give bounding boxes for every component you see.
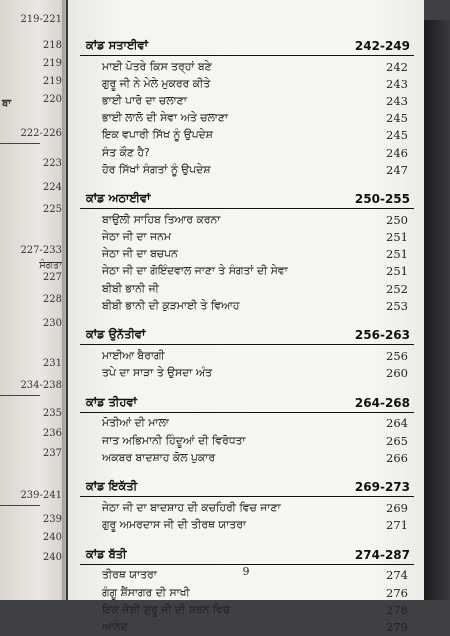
chapter-page-range: 269-273: [354, 480, 410, 495]
entry-page: 274: [386, 568, 408, 583]
toc-entry: [80, 280, 414, 297]
entry-title: ਭਾਈ ਲਾਲੋ ਦੀ ਸੇਵਾ ਅਤੇ ਚਲਾਣਾ: [102, 111, 228, 125]
entry-page: 243: [386, 76, 408, 91]
left-page-number: 222-226: [20, 128, 62, 139]
chapter-heading: [80, 543, 414, 565]
toc-entry: [80, 601, 414, 618]
toc-entry: [80, 75, 414, 92]
left-page-number: 240: [42, 532, 62, 543]
entry-title: ਗੁਰੂ ਅਮਰਦਾਸ ਜੀ ਦੀ ਤੀਰਥ ਯਾਤਰਾ: [102, 518, 246, 532]
left-page-number: 239: [42, 514, 62, 525]
entry-title: ਮੋਤੀਆਂ ਦੀ ਮਾਲਾ: [102, 416, 169, 430]
entry-title: ਬੀਬੀ ਭਾਨੀ ਦੀ ਕੁੜਮਾਈ ਤੇ ਵਿਆਹ: [102, 298, 240, 312]
toc-entry: [80, 297, 414, 314]
book-spine: [424, 20, 450, 600]
entry-page: 276: [386, 585, 408, 600]
chapter-title: ਕਾਂਡ ਉਨੱਤੀਵਾਂ: [86, 327, 146, 342]
left-page-number: 234-238: [20, 380, 62, 391]
left-page-number: 228: [42, 294, 62, 305]
toc-entry: [80, 92, 414, 109]
toc-entry: [80, 584, 414, 601]
left-page-number: 227: [42, 272, 62, 283]
left-page-number: 219: [42, 76, 62, 87]
chapter-heading: [80, 391, 414, 413]
chapter-page-range: 264-268: [354, 395, 410, 410]
left-page-number: 236: [42, 428, 62, 439]
toc-entry: [80, 161, 414, 178]
chapter-30: [80, 391, 414, 467]
entry-page: 278: [386, 602, 408, 617]
toc-entry: [80, 110, 414, 127]
chapter-31: [80, 475, 414, 533]
left-page-number: 223: [42, 158, 62, 169]
entry-page: 271: [386, 518, 408, 533]
toc-entry: [80, 365, 414, 382]
chapter-32: [80, 543, 414, 636]
chapter-title: ਕਾਂਡ ਅਠਾਈਵਾਂ: [86, 191, 151, 206]
entry-page: 242: [386, 59, 408, 74]
entry-page: 243: [386, 93, 408, 108]
toc-page: [68, 0, 424, 634]
chapter-heading: [80, 187, 414, 209]
entry-page: 260: [386, 366, 408, 381]
left-page-number: 230: [42, 318, 62, 329]
toc-entry: [80, 499, 414, 516]
left-page-number: 237: [42, 448, 62, 459]
entry-title: ਜੇਠਾ ਜੀ ਦਾ ਗੋਇੰਦਵਾਲ ਜਾਣਾ ਤੇ ਸੰਗਤਾਂ ਦੀ ਸੇਵਾ: [102, 264, 288, 278]
left-page-number: 239-241: [20, 490, 62, 501]
entry-title: ਅਕਬਰ ਬਾਦਸ਼ਾਹ ਕੋਲ ਪੁਕਾਰ: [102, 450, 216, 464]
entry-title: ਤਪੇ ਦਾ ਸਾੜਾ ਤੇ ਉਸਦਾ ਅੰਤ: [102, 366, 213, 380]
entry-page: 269: [386, 500, 408, 515]
entry-title: ਤੀਰਥ ਯਾਤਰਾ: [102, 568, 157, 582]
entry-page: 252: [386, 281, 408, 296]
chapter-page-range: 242-249: [354, 39, 410, 53]
entry-page: 266: [386, 450, 408, 465]
left-page-number: 235: [42, 408, 62, 419]
left-page-number: 220: [42, 94, 62, 105]
chapter-heading: [80, 323, 414, 345]
table-of-contents: [80, 34, 414, 636]
entry-title: ਮਾਈਆ ਬੈਰਾਗੀ: [102, 349, 165, 363]
toc-entry: [80, 517, 414, 534]
toc-entry: [80, 127, 414, 144]
chapter-heading: [80, 475, 414, 497]
entry-page: 265: [386, 433, 408, 448]
left-page-rule: [0, 505, 40, 506]
toc-entry: [80, 415, 414, 432]
toc-entry: [80, 449, 414, 466]
entry-title: ਹੋਰ ਸਿੱਖਾਂ ਸੰਗਤਾਂ ਨੂੰ ਉਪਦੇਸ਼: [102, 162, 211, 176]
entry-title: ਸੰਤ ਕੌਣ ਹੈ?: [102, 145, 150, 159]
entry-title: ਗੁਰੂ ਜੀ ਨੇ ਮੇਲੇ ਮੁਕਰਰ ਕੀਤੇ: [102, 76, 211, 90]
toc-entry: [80, 58, 414, 75]
left-page-number: 219: [42, 58, 62, 69]
entry-page: 250: [386, 212, 408, 227]
chapter-29: [80, 323, 414, 381]
left-page-rule: [0, 395, 40, 396]
chapter-heading: [80, 34, 414, 56]
left-page-number: 240: [42, 552, 62, 563]
entry-page: 256: [386, 349, 408, 364]
chapter-27: [80, 34, 414, 178]
chapter-28: [80, 187, 414, 314]
entry-page: 264: [386, 416, 408, 431]
entry-title: ਗੰਗੂ ਸ਼ੈਂਸਾਗਰ ਦੀ ਸਾਖੀ: [102, 585, 190, 599]
entry-title: ਜੇਠਾ ਜੀ ਦਾ ਬਚਪਨ: [102, 247, 178, 261]
entry-title: ਇਕ ਵਪਾਰੀ ਸਿੱਖ ਨੂੰ ਉਪਦੇਸ਼: [102, 128, 213, 142]
entry-page: 251: [386, 230, 408, 245]
entry-title: ਬੀਬੀ ਭਾਨੀ ਜੀ: [102, 281, 159, 295]
toc-entry: [80, 211, 414, 228]
entry-title: ਜੇਠਾ ਜੀ ਦਾ ਜਨਮ: [102, 230, 171, 244]
left-page-number: 231: [42, 358, 62, 369]
chapter-page-range: 256-263: [354, 328, 410, 343]
left-page-number: 218: [42, 40, 62, 51]
toc-entry: [80, 432, 414, 449]
left-page-rule: [0, 143, 40, 144]
left-page-number: 219-221: [20, 14, 62, 25]
left-page-number: 227-233: [20, 245, 62, 256]
toc-entry: [80, 347, 414, 364]
previous-page: [0, 0, 66, 600]
chapter-title: ਕਾਂਡ ਇਕੱਤੀ: [86, 479, 138, 494]
entry-title: ਮਾਈ ਪੋਤਰੇ ਕਿਸ ਤਰ੍ਹਾਂ ਬਣੇ: [102, 59, 212, 73]
entry-title: ਜਾਤ ਅਭਿਮਾਨੀ ਹਿੰਦੂਆਂ ਦੀ ਵਿਰੋਧਤਾ: [102, 433, 246, 447]
chapter-title: ਕਾਂਡ ਤੀਹਵਾਂ: [86, 394, 137, 409]
toc-entry: [80, 144, 414, 161]
entry-page: 251: [386, 264, 408, 279]
toc-entry: [80, 246, 414, 263]
entry-title: ਇਕ ਜੋਗੀ ਗੁਰੂ ਜੀ ਦੀ ਸ਼ਰਨ ਵਿਚ: [102, 602, 231, 616]
left-page-fragment: ਸੰਗਤਾ: [39, 260, 62, 271]
left-page-fragment: ਬਾ: [2, 98, 12, 109]
toc-entry: [80, 229, 414, 246]
page-number: 9: [242, 565, 250, 578]
entry-page: 253: [386, 298, 408, 313]
toc-entry: [80, 618, 414, 635]
entry-title: ਆਨੰਦ: [102, 619, 128, 633]
chapter-page-range: 250-255: [354, 192, 410, 207]
entry-title: ਬਾਉਲੀ ਸਾਹਿਬ ਤਿਆਰ ਕਰਨਾ: [102, 212, 221, 226]
chapter-page-range: 274-287: [354, 547, 410, 562]
entry-title: ਜੇਠਾ ਜੀ ਦਾ ਬਾਦਸ਼ਾਹ ਦੀ ਕਚਹਿਰੀ ਵਿਚ ਜਾਣਾ: [102, 500, 281, 514]
entry-page: 245: [386, 111, 408, 126]
entry-page: 247: [386, 162, 408, 177]
entry-page: 246: [386, 145, 408, 160]
chapter-title: ਕਾਂਡ ਬੱਤੀ: [86, 546, 127, 561]
entry-page: 251: [386, 247, 408, 262]
left-page-number: 225: [42, 204, 62, 215]
left-page-number: 224: [42, 182, 62, 193]
chapter-title: ਕਾਂਡ ਸਤਾਈਵਾਂ: [86, 38, 149, 52]
entry-page: 279: [386, 619, 408, 634]
entry-title: ਭਾਈ ਪਾਰੋ ਦਾ ਚਲਾਣਾ: [102, 93, 187, 107]
entry-page: 245: [386, 128, 408, 143]
toc-entry: [80, 263, 414, 280]
